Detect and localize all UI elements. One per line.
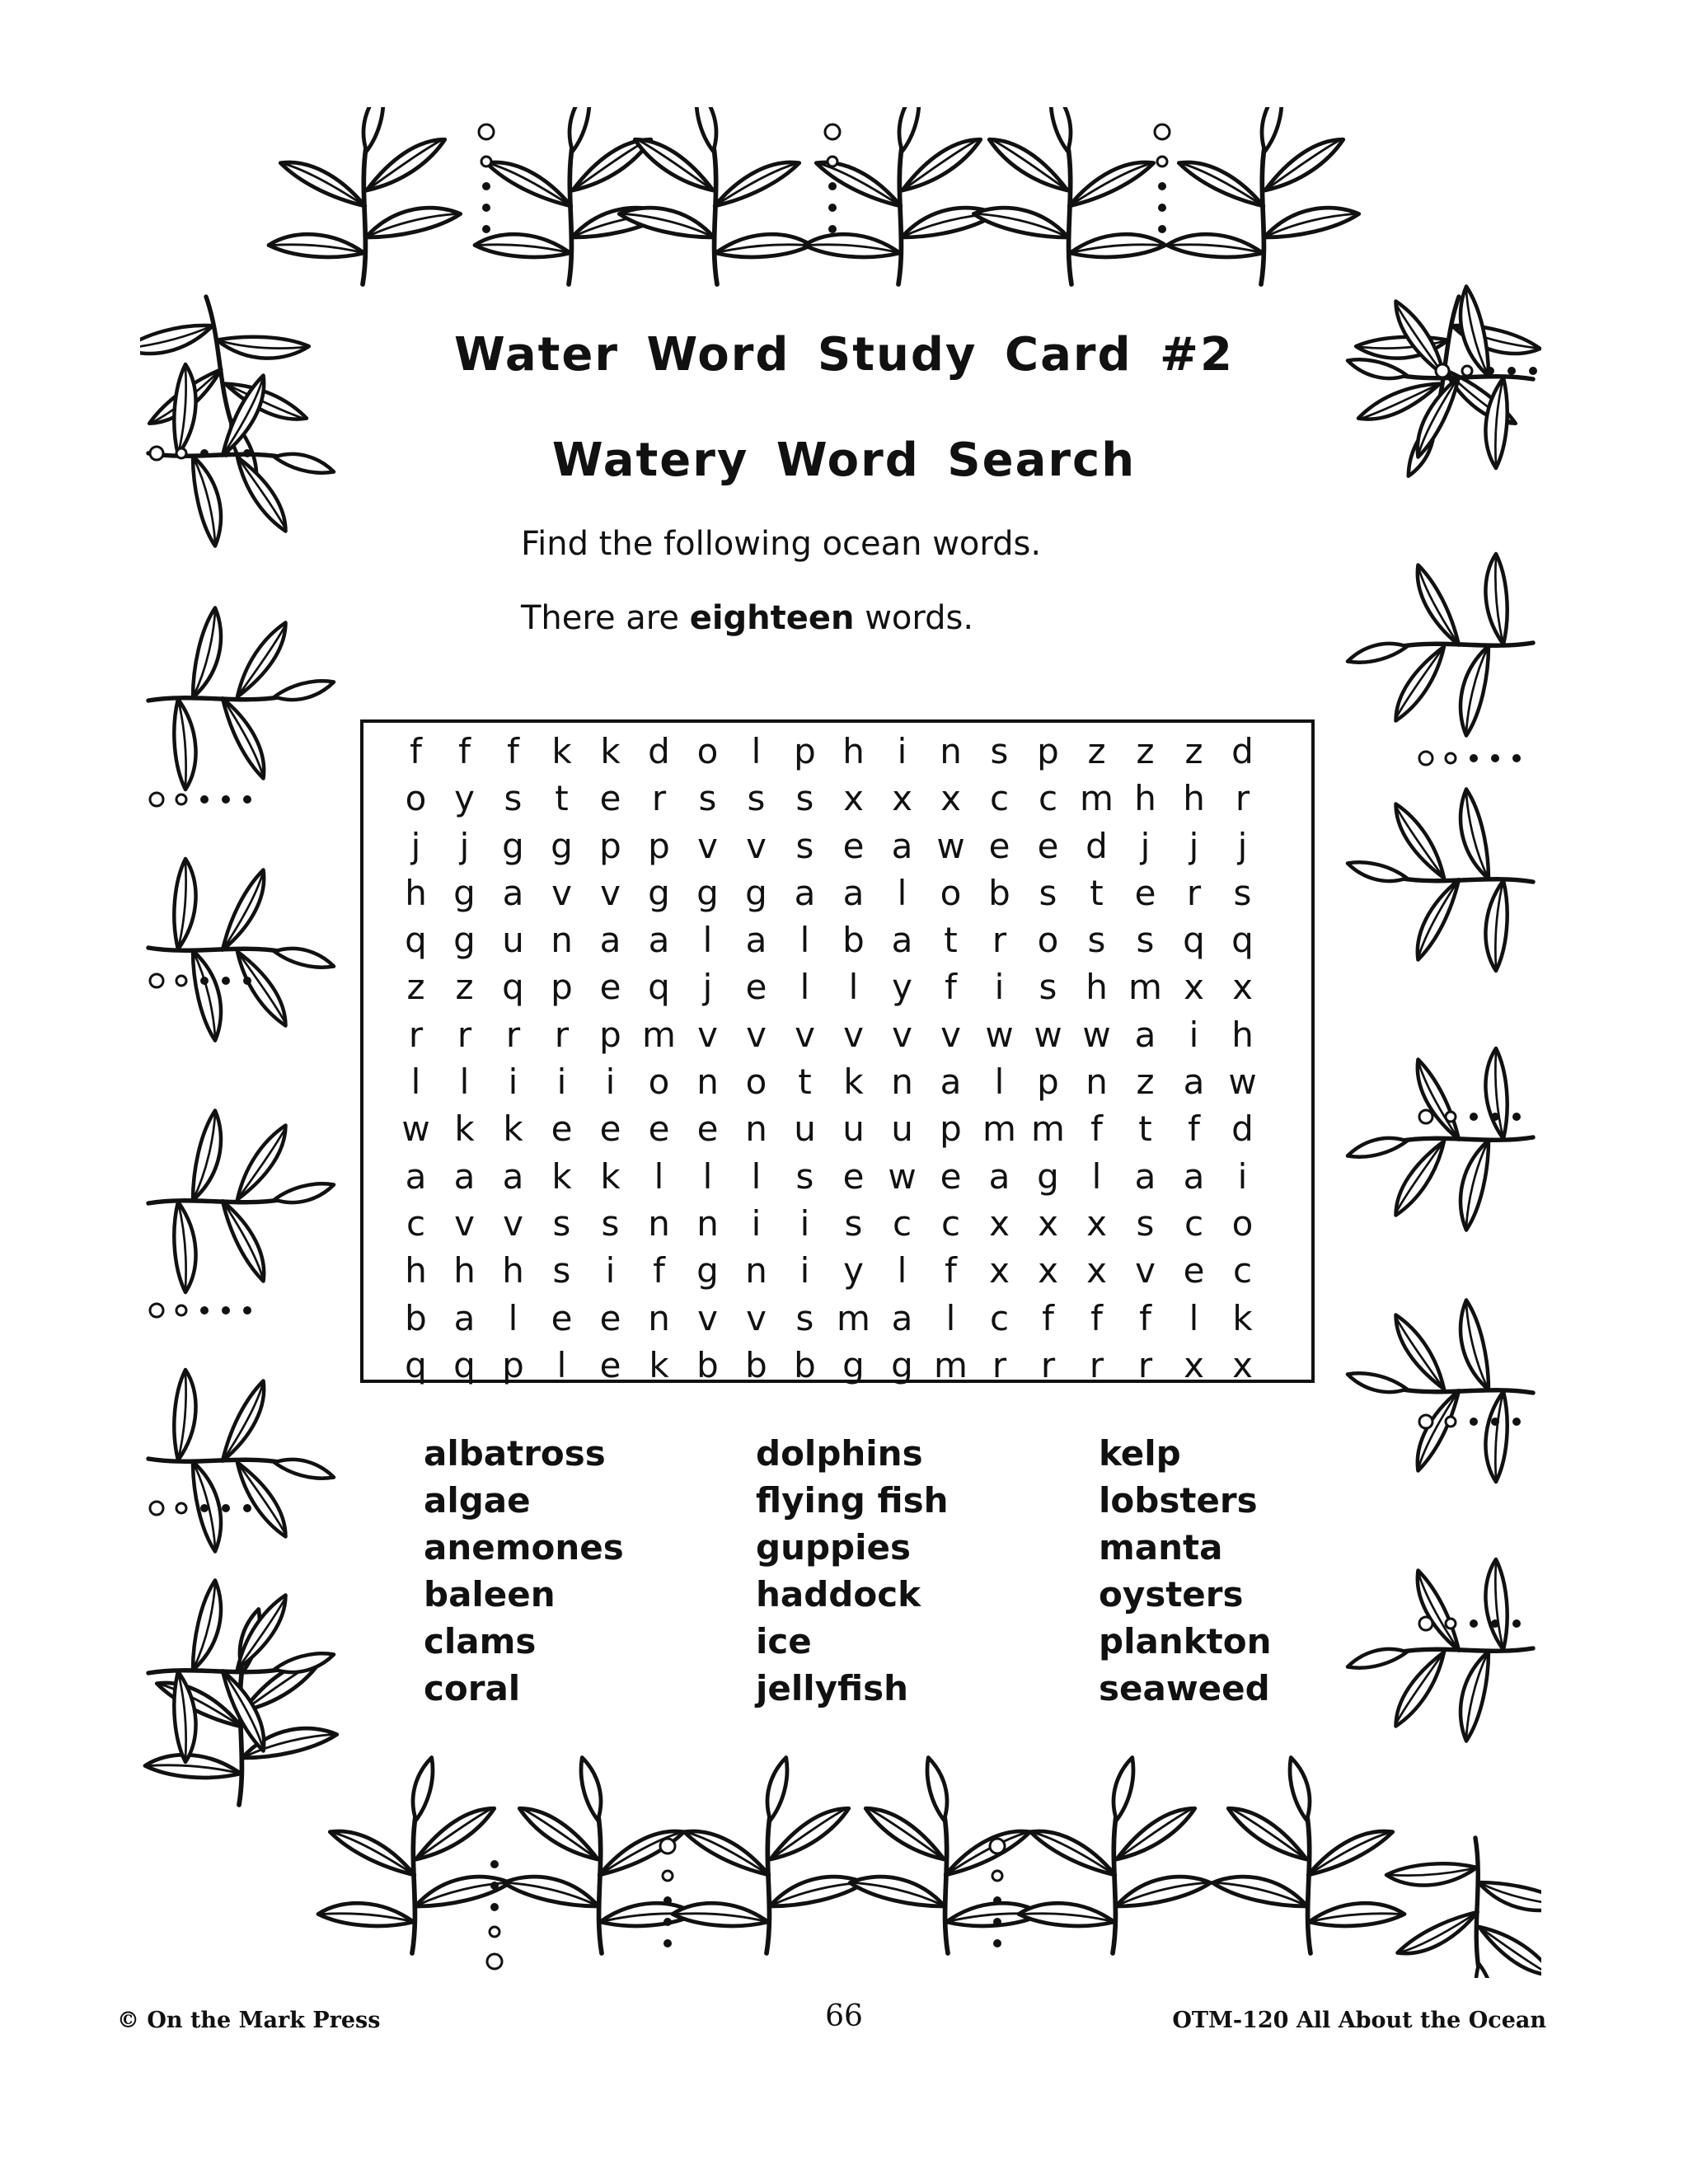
grid-letter: x — [1038, 1202, 1058, 1244]
grid-letter: j — [702, 967, 713, 1008]
word-item: ice — [756, 1621, 812, 1661]
grid-letter: v — [697, 1297, 718, 1338]
page-subtitle: Watery Word Search — [551, 434, 1137, 487]
word-item: seaweed — [1099, 1668, 1270, 1708]
word-item: lobsters — [1099, 1480, 1258, 1521]
grid-letter: g — [1037, 1155, 1059, 1197]
grid-letter: b — [745, 1344, 767, 1385]
grid-letter: h — [842, 731, 865, 771]
grid-letter: x — [940, 778, 961, 819]
grid-letter: v — [795, 1014, 815, 1055]
grid-letter: s — [795, 825, 814, 866]
grid-letter: g — [891, 1344, 913, 1385]
grid-letter: e — [551, 1297, 573, 1338]
grid-letter: s — [795, 778, 814, 819]
grid-letter: w — [985, 1014, 1014, 1055]
grid-letter: l — [945, 1297, 956, 1338]
grid-letter: l — [751, 1155, 762, 1197]
grid-letter: w — [1228, 1062, 1257, 1103]
grid-letter: e — [1134, 872, 1156, 913]
grid-letter: e — [842, 825, 865, 866]
grid-letter: b — [405, 1297, 427, 1338]
grid-letter: l — [751, 731, 762, 771]
grid-letter: s — [990, 731, 1009, 771]
grid-letter: a — [891, 1297, 913, 1338]
grid-letter: e — [940, 1155, 962, 1197]
grid-letter: e — [551, 1108, 573, 1150]
grid-letter: l — [508, 1297, 518, 1338]
grid-letter: z — [1136, 1062, 1155, 1103]
grid-letter: e — [1183, 1250, 1205, 1291]
grid-letter: x — [1184, 967, 1204, 1008]
grid-letter: p — [1037, 1062, 1059, 1103]
grid-letter: s — [552, 1202, 571, 1244]
grid-letter: a — [648, 920, 670, 961]
grid-letter: x — [989, 1250, 1010, 1291]
grid-letter: s — [698, 778, 717, 819]
grid-letter: q — [405, 920, 427, 961]
grid-letter: n — [745, 1108, 767, 1150]
grid-letter: v — [892, 1014, 912, 1055]
grid-letter: s — [844, 1202, 863, 1244]
grid-letter: i — [799, 1250, 810, 1291]
grid-letter: h — [405, 1250, 427, 1291]
grid-letter: s — [1087, 920, 1106, 961]
grid-letter: l — [556, 1344, 567, 1385]
grid-letter: s — [1039, 872, 1057, 913]
grid-letter: r — [554, 1014, 570, 1055]
grid-letter: l — [702, 1155, 713, 1197]
grid-letter: l — [702, 920, 713, 961]
grid-letter: f — [1090, 1297, 1103, 1338]
grid-letter: a — [599, 920, 621, 961]
grid-letter: c — [989, 1297, 1010, 1338]
grid-letter: z — [1087, 731, 1106, 771]
page-title: Water Word Study Card #2 — [454, 328, 1234, 382]
grid-letter: e — [648, 1108, 670, 1150]
grid-letter: r — [1235, 778, 1250, 819]
grid-letter: e — [988, 825, 1010, 866]
grid-letter: s — [795, 1155, 814, 1197]
grid-letter: a — [453, 1297, 476, 1338]
grid-letter: c — [1038, 778, 1058, 819]
grid-letter: u — [891, 1108, 913, 1150]
grid-letter: k — [600, 1155, 621, 1197]
grid-letter: v — [1135, 1250, 1156, 1291]
grid-letter: r — [505, 1014, 521, 1055]
grid-letter: n — [1085, 1062, 1108, 1103]
grid-letter: i — [556, 1062, 567, 1103]
word-item: jellyfish — [756, 1668, 909, 1708]
grid-letter: d — [1231, 1108, 1254, 1150]
grid-letter: a — [940, 1062, 962, 1103]
grid-letter: a — [502, 872, 524, 913]
grid-letter: s — [1039, 967, 1057, 1008]
instruction-line-1: Find the following ocean words. — [521, 525, 1042, 563]
grid-letter: b — [842, 920, 865, 961]
grid-letter: l — [1091, 1155, 1102, 1197]
grid-letter: w — [888, 1155, 917, 1197]
grid-letter: s — [795, 1297, 814, 1338]
grid-letter: t — [1138, 1108, 1152, 1150]
grid-letter: h — [1183, 778, 1205, 819]
grid-letter: x — [843, 778, 864, 819]
grid-letter: r — [1089, 1344, 1104, 1385]
grid-letter: h — [453, 1250, 476, 1291]
grid-letter: z — [1136, 731, 1155, 771]
grid-letter: s — [601, 1202, 620, 1244]
footer-book-code: OTM-120 All About the Ocean — [1172, 2008, 1546, 2033]
grid-letter: n — [648, 1297, 670, 1338]
grid-letter: a — [502, 1155, 524, 1197]
grid-letter: u — [502, 920, 524, 961]
word-item: guppies — [756, 1527, 911, 1568]
grid-letter: k — [551, 731, 572, 771]
grid-letter: m — [982, 1108, 1016, 1150]
grid-letter: s — [1233, 872, 1252, 913]
word-list-column-1 — [424, 1430, 624, 1712]
grid-letter: x — [1086, 1202, 1107, 1244]
grid-letter: d — [648, 731, 670, 771]
grid-letter: l — [654, 1155, 664, 1197]
grid-letter: p — [940, 1108, 962, 1150]
grid-letter: m — [1128, 967, 1162, 1008]
grid-letter: r — [1040, 1344, 1056, 1385]
grid-letter: r — [457, 1014, 472, 1055]
grid-letter: e — [599, 1344, 621, 1385]
grid-letter: v — [697, 825, 718, 866]
grid-letter: g — [842, 1344, 865, 1385]
grid-letter: j — [1237, 825, 1248, 866]
grid-letter: s — [1136, 1202, 1155, 1244]
grid-letter: i — [605, 1062, 616, 1103]
grid-letter: o — [940, 872, 962, 913]
word-item: dolphins — [756, 1433, 923, 1474]
grid-letter: a — [453, 1155, 476, 1197]
grid-letter: a — [842, 872, 865, 913]
grid-letter: r — [1186, 872, 1202, 913]
grid-letter: q — [1231, 920, 1254, 961]
grid-letter: d — [1231, 731, 1254, 771]
grid-letter: w — [1034, 1014, 1062, 1055]
grid-letter: p — [1037, 731, 1059, 771]
grid-letter: h — [502, 1250, 524, 1291]
grid-letter: k — [600, 731, 621, 771]
grid-letter: l — [897, 872, 907, 913]
grid-letter: f — [1139, 1297, 1151, 1338]
grid-letter: a — [891, 825, 913, 866]
grid-letter: h — [1085, 967, 1108, 1008]
grid-letter: e — [745, 967, 767, 1008]
grid-letter: o — [1231, 1202, 1254, 1244]
grid-letter: s — [552, 1250, 571, 1291]
grid-letter: l — [459, 1062, 470, 1103]
grid-letter: d — [1085, 825, 1108, 866]
grid-letter: n — [891, 1062, 913, 1103]
grid-letter: l — [799, 967, 810, 1008]
grid-letter: z — [455, 967, 474, 1008]
grid-letter: k — [843, 1062, 864, 1103]
grid-letter: w — [1082, 1014, 1111, 1055]
grid-letter: g — [453, 872, 476, 913]
grid-letter: r — [408, 1014, 424, 1055]
grid-letter: m — [837, 1297, 870, 1338]
word-item: clams — [424, 1621, 537, 1661]
grid-letter: q — [648, 967, 670, 1008]
grid-letter: i — [799, 1202, 810, 1244]
grid-letter: l — [848, 967, 859, 1008]
grid-letter: g — [551, 825, 573, 866]
grid-letter: w — [936, 825, 965, 866]
word-search-grid — [360, 719, 1315, 1383]
grid-letter: j — [410, 825, 421, 866]
grid-letter: m — [1080, 778, 1114, 819]
word-item: oysters — [1099, 1574, 1244, 1615]
grid-letter: n — [940, 731, 962, 771]
grid-letter: e — [599, 778, 621, 819]
grid-letter: b — [988, 872, 1010, 913]
word-count-emphasis: eighteen — [689, 599, 855, 637]
grid-letter: b — [794, 1344, 816, 1385]
word-list-column-2 — [756, 1430, 949, 1712]
word-list-column-3 — [1099, 1430, 1271, 1712]
word-item: kelp — [1099, 1433, 1181, 1474]
grid-letter: j — [1140, 825, 1151, 866]
grid-letter: x — [989, 1202, 1010, 1244]
grid-letter: e — [599, 967, 621, 1008]
grid-letter: f — [1090, 1108, 1103, 1150]
grid-letter: v — [697, 1014, 718, 1055]
grid-letter: e — [599, 1297, 621, 1338]
grid-letter: o — [696, 731, 719, 771]
word-item: algae — [424, 1480, 531, 1521]
grid-letter: r — [651, 778, 667, 819]
grid-letter: a — [1134, 1155, 1156, 1197]
grid-letter: e — [1037, 825, 1059, 866]
grid-letter: k — [551, 1155, 572, 1197]
grid-letter: g — [502, 825, 524, 866]
grid-letter: j — [1189, 825, 1199, 866]
grid-letter: i — [1189, 1014, 1199, 1055]
grid-letter: k — [649, 1344, 669, 1385]
grid-letter: i — [508, 1062, 518, 1103]
grid-letter: b — [696, 1344, 719, 1385]
grid-letter: x — [1232, 1344, 1253, 1385]
grid-letter: e — [842, 1155, 865, 1197]
grid-letter: g — [696, 1250, 719, 1291]
grid-letter: s — [1136, 920, 1155, 961]
grid-letter: p — [502, 1344, 524, 1385]
grid-letter: s — [504, 778, 523, 819]
word-list — [0, 1430, 1688, 1727]
grid-letter: l — [994, 1062, 1005, 1103]
grid-letter: g — [745, 872, 767, 913]
grid-letter: i — [897, 731, 907, 771]
grid-letter: l — [410, 1062, 421, 1103]
grid-letter: f — [1188, 1108, 1200, 1150]
grid-letter: e — [599, 1108, 621, 1150]
grid-letter: w — [401, 1108, 430, 1150]
grid-letter: v — [746, 825, 767, 866]
grid-letter: p — [599, 1014, 621, 1055]
grid-letter: a — [891, 920, 913, 961]
word-item: manta — [1099, 1527, 1223, 1568]
letter-grid — [392, 728, 1267, 1389]
grid-letter: t — [798, 1062, 812, 1103]
grid-letter: k — [503, 1108, 523, 1150]
grid-letter: n — [745, 1250, 767, 1291]
grid-letter: i — [994, 967, 1005, 1008]
grid-letter: f — [1042, 1297, 1054, 1338]
grid-letter: v — [940, 1014, 961, 1055]
grid-letter: x — [1184, 1344, 1204, 1385]
grid-letter: o — [745, 1062, 767, 1103]
grid-letter: a — [405, 1155, 427, 1197]
word-item: anemones — [424, 1527, 624, 1568]
grid-letter: i — [751, 1202, 762, 1244]
grid-letter: c — [940, 1202, 961, 1244]
grid-letter: n — [696, 1062, 719, 1103]
grid-letter: v — [746, 1014, 767, 1055]
grid-letter: u — [794, 1108, 816, 1150]
grid-letter: y — [892, 967, 912, 1008]
grid-letter: a — [988, 1155, 1010, 1197]
grid-letter: c — [1184, 1202, 1204, 1244]
grid-letter: c — [406, 1202, 426, 1244]
grid-letter: o — [1037, 920, 1059, 961]
grid-letter: c — [1232, 1250, 1253, 1291]
grid-letter: y — [454, 778, 475, 819]
word-item: coral — [424, 1668, 521, 1708]
instruction-prefix: There are — [521, 599, 690, 637]
grid-letter: f — [507, 731, 519, 771]
grid-letter: t — [944, 920, 958, 961]
grid-letter: m — [934, 1344, 968, 1385]
grid-letter: k — [454, 1108, 475, 1150]
grid-letter: x — [1038, 1250, 1058, 1291]
grid-letter: h — [405, 872, 427, 913]
grid-letter: x — [892, 778, 912, 819]
footer-page-number: 66 — [825, 1999, 863, 2033]
grid-letter: o — [405, 778, 427, 819]
grid-letter: f — [410, 731, 422, 771]
grid-letter: r — [992, 1344, 1007, 1385]
grid-letter: r — [992, 920, 1007, 961]
grid-letter: m — [642, 1014, 676, 1055]
word-item: flying fish — [756, 1480, 949, 1521]
grid-letter: q — [453, 1344, 476, 1385]
grid-letter: h — [1231, 1014, 1254, 1055]
grid-letter: v — [503, 1202, 523, 1244]
grid-letter: c — [892, 1202, 912, 1244]
word-item: albatross — [424, 1433, 606, 1474]
footer-copyright: © On the Mark Press — [117, 2008, 381, 2033]
grid-letter: g — [696, 872, 719, 913]
word-item: baleen — [424, 1574, 556, 1615]
grid-letter: j — [459, 825, 470, 866]
word-item: haddock — [756, 1574, 921, 1615]
grid-letter: t — [1090, 872, 1104, 913]
grid-letter: g — [453, 920, 476, 961]
grid-letter: l — [897, 1250, 907, 1291]
grid-letter: s — [747, 778, 766, 819]
grid-letter: a — [1183, 1155, 1205, 1197]
grid-letter: z — [1184, 731, 1203, 771]
grid-letter: v — [843, 1014, 864, 1055]
grid-letter: q — [502, 967, 524, 1008]
grid-letter: o — [648, 1062, 670, 1103]
grid-letter: n — [551, 920, 573, 961]
grid-letter: n — [696, 1202, 719, 1244]
word-item: plankton — [1099, 1621, 1272, 1661]
grid-letter: e — [696, 1108, 719, 1150]
grid-letter: v — [600, 872, 621, 913]
grid-letter: p — [599, 825, 621, 866]
grid-letter: k — [1232, 1297, 1253, 1338]
grid-letter: n — [648, 1202, 670, 1244]
grid-letter: p — [794, 731, 816, 771]
grid-letter: a — [1183, 1062, 1205, 1103]
grid-letter: l — [799, 920, 810, 961]
grid-letter: a — [1134, 1014, 1156, 1055]
grid-letter: i — [1237, 1155, 1248, 1197]
grid-letter: y — [843, 1250, 864, 1291]
grid-letter: f — [458, 731, 471, 771]
grid-letter: a — [745, 920, 767, 961]
grid-letter: h — [1134, 778, 1156, 819]
grid-letter: a — [794, 872, 816, 913]
instruction-suffix: words. — [854, 599, 974, 637]
grid-letter: f — [653, 1250, 665, 1291]
grid-letter: p — [551, 967, 573, 1008]
instruction-line-2 — [521, 599, 973, 637]
grid-letter: v — [746, 1297, 767, 1338]
grid-letter: c — [989, 778, 1010, 819]
grid-letter: v — [551, 872, 572, 913]
grid-letter: v — [454, 1202, 475, 1244]
grid-letter: p — [648, 825, 670, 866]
grid-letter: q — [405, 1344, 427, 1385]
grid-letter: u — [842, 1108, 865, 1150]
grid-letter: l — [1189, 1297, 1199, 1338]
grid-letter: i — [605, 1250, 616, 1291]
grid-letter: t — [555, 778, 569, 819]
grid-letter: x — [1232, 967, 1253, 1008]
grid-letter: x — [1086, 1250, 1107, 1291]
grid-letter: m — [1031, 1108, 1065, 1150]
grid-letter: g — [648, 872, 670, 913]
grid-letter: q — [1183, 920, 1205, 961]
grid-letter: z — [406, 967, 425, 1008]
grid-letter: f — [945, 967, 957, 1008]
grid-letter: f — [945, 1250, 957, 1291]
grid-letter: r — [1137, 1344, 1153, 1385]
